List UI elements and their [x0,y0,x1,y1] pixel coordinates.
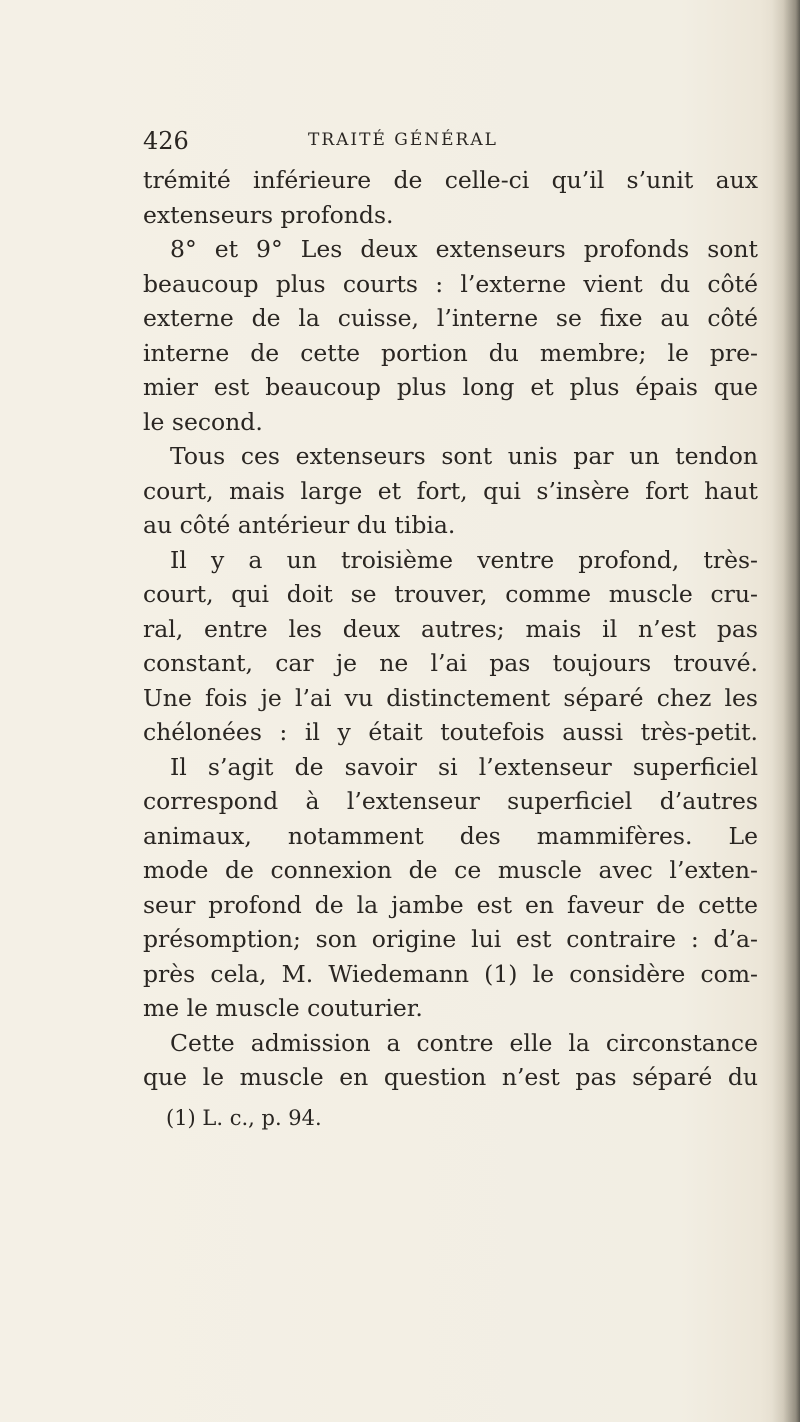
text-line: mode de connexion de ce muscle avec l’exten- [143,856,758,884]
text-line: 8° et 9° Les deux extenseurs profonds sont [170,235,758,263]
text-line: extenseurs profonds. [143,200,394,229]
text-line: au côté antérieur du tibia. [143,511,456,539]
text-line: correspond à l’extenseur superficiel d’autres [143,787,758,815]
text-line: Une fois je l’ai vu distinctement séparé chez les [143,683,758,712]
text-line: chélonées : il y était toutefois aussi très-petit. [143,718,758,746]
text-line: ral, entre les deux autres; mais il n’est pas [143,614,758,643]
body-text [143,163,758,1095]
running-title: TRAITÉ GÉNÉRAL [308,130,498,150]
text-line: seur profond de la jambe est en faveur de cette [143,890,758,919]
text-line: constant, car je ne l’ai pas toujours trouvé. [143,649,758,677]
text-line: me le muscle couturier. [143,994,423,1022]
text-line: Tous ces extenseurs sont unis par un tendon [170,442,758,470]
text-line: animaux, notamment des mammifères. Le [143,821,758,850]
text-line: Il y a un troisième ventre profond, très- [170,545,758,574]
text-line: présomption; son origine lui est contraire : d’a- [143,925,758,953]
text-line: trémité inférieure de celle-ci qu’il s’unit aux [143,166,758,194]
text-line: Cette admission a contre elle la circonstance [170,1028,758,1057]
text-line: interne de cette portion du membre; le pre- [143,338,758,367]
page-number: 426 [143,127,189,155]
text-line: Il s’agit de savoir si l’extenseur superficiel [170,752,758,781]
text-line: le second. [143,407,263,436]
footnote: (1) L. c., p. 94. [166,1106,322,1130]
text-line: beaucoup plus courts : l’externe vient du côté [143,269,758,298]
text-line: près cela, M. Wiedemann (1) le considère com- [143,959,758,988]
text-line: externe de la cuisse, l’interne se fixe au côté [143,304,758,332]
page-edge-shadow [772,0,800,1422]
text-line: mier est beaucoup plus long et plus épais que [143,373,758,401]
text-line: court, mais large et fort, qui s’insère fort haut [143,476,758,505]
text-line: court, qui doit se trouver, comme muscle cru- [143,580,758,608]
text-line: que le muscle en question n’est pas séparé du [143,1063,758,1091]
page-header [143,127,643,159]
